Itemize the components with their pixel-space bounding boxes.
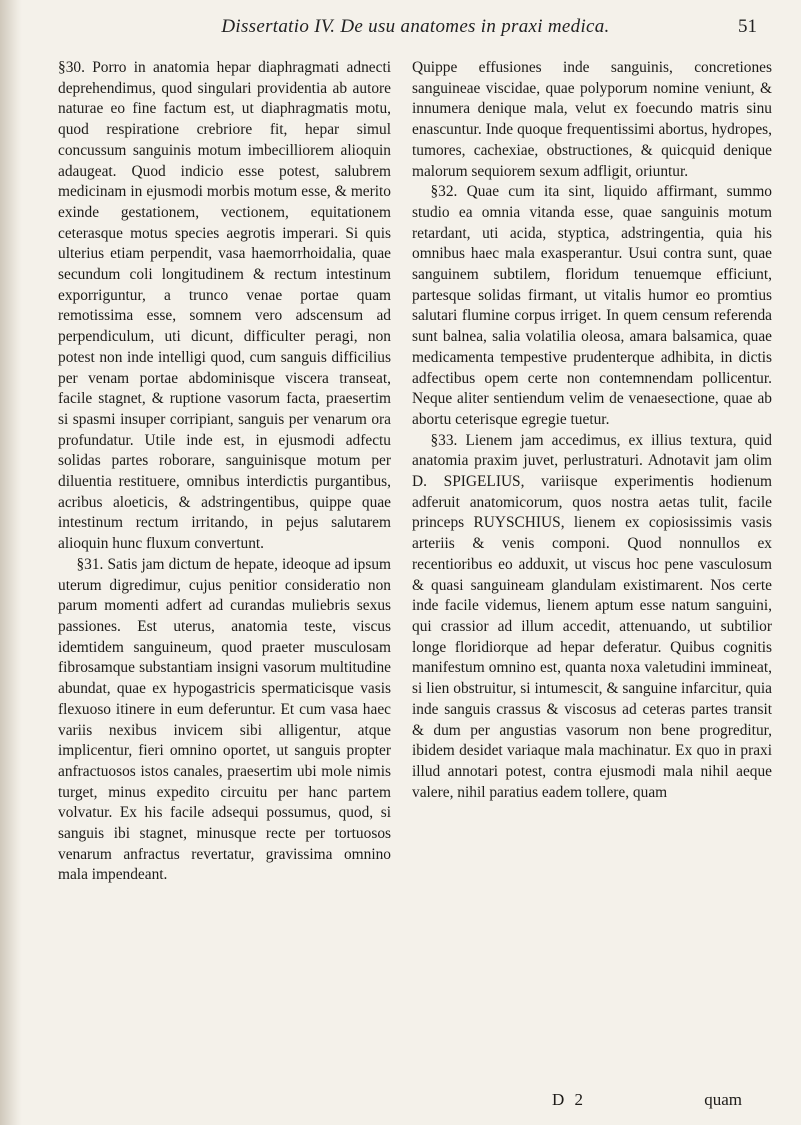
binding-gutter [0, 0, 22, 1125]
paragraph-30: §30. Porro in anatomia hepar diaphragmati adnecti deprehendimus, quod singulari providentia ab autore naturae eo fine factum est, ut diaphragmatis motu, quod respiratione crebriore fit, hepar simul concussum sanguinis motum imbecilliorem alioquin adaugeat. Quod indicio esse potest, salubrem medicinam in ejusmodi morbis motum esse, & merito exinde gestationem, vectionem, equitationem ceterasque motus species aegrotis imperari. Si quis ulterius etiam perpendit, vasa haemorrhoidalia, quae secundum coli longitudinem & rectum intestinum exporriguntur, a trunco venae portae quam remotissima esse, somnem vero adscensum ad perpendiculum, uti dicunt, difficulter peragi, non potest non inde intelligi quod, cum sanguis difficilius per venam portae abdominisque viscera transeat, facile stagnet, & ruptione vasorum facta, praesertim si spasmi insuper corripiant, sanguis per venarum ora profundatur. Utile inde est, in ejusmodi adfectu solidas partes roborare, sanguinisque motum per diluentia restituere, omnibus interdictis purgantibus, acribus aloeticis, & adstringentibus, quippe quae intestinum rectum irritando, in pejus salutarem alioquin hunc fluxum convertunt. [58, 59, 391, 553]
paragraph-33: §33. Lienem jam accedimus, ex illius textura, quid anatomia praxim juvet, perlustraturi. Adnotavit jam olim D. SPIGELIUS, variisque experimentis hodienum adferuit anatomicorum, quos nostra aetas tulit, facile princeps RUYSCHIUS, lienem ex copiosissimis vasis arteriis & venis componi. Quod nonnullos ex recentioribus eo adduxit, ut viscus hoc pene vasculosum & quasi sanguineam glandulam existimarent. Nos certe inde facile videmus, lienem aptum esse natum sanguini, qui crassior ad illum accedit, attenuando, ut subtilior longe floridiorque ad hepar deferatur. Quibus cognitis manifestum omnino est, quanta noxa valetudini immineat, si lien obstruitur, si intumescit, & sanguine infarcitur, quia inde sanguis crassus & viscosus ad ceteras partes transit & dum per angustias vasorum non bene progreditur, ibidem desidet variaque mala machinatur. Ex quo in praxi illud annotari potest, contra ejusmodi mala nihil aeque valere, nihil paratius eadem tollere, quam [412, 431, 772, 801]
paragraph-31: §31. Satis jam dictum de hepate, ideoque ad ipsum uterum digredimur, cujus penitior consideratio non parum momenti adfert ad curandas muliebris sexus passiones. Est uterus, anatomia teste, viscus idemtidem sanguineum, quod praeter musculosam fibrosamque substantiam insigni vasorum multitudine abundat, quae ex hypogastricis spermaticisque vasis flexuoso itinere in eum deferuntur. Et cum vasa haec variis nexibus invicem sibi alligentur, atque implicentur, fieri omnino oportet, ut sanguis propter anfractuosos istos canales, praesertim ubi mole nimis turget, minus expedito circuitu per hanc partem volvatur. Ex his facile adsequi possumus, quod, si sanguis ibi stagnet, minusque recte per tortuosos venarum anfractus revertatur, gravissima omnino mala impendeant. [58, 555, 391, 884]
catchword: quam [704, 1090, 742, 1109]
running-header [70, 14, 761, 44]
left-column [58, 58, 391, 886]
paragraph-31-continued: Quippe effusiones inde sanguinis, concretiones sanguineae viscidae, quae polyporum nomine veniunt, & innumera denique mala, velut ex foecundo matris sinu enascuntur. Inde quoque frequentissimi abortus, hydropes, tumores, cachexiae, obstructiones, & quicquid denique malorum sequiorem sexum adfligit, oriuntur. [412, 59, 772, 180]
right-column [412, 58, 772, 803]
page-number: 51 [738, 16, 757, 37]
signature-mark: D 2 [552, 1090, 587, 1109]
running-title: Dissertatio IV. De usu anatomes in praxi medica. [221, 16, 610, 37]
paragraph-32: §32. Quae cum ita sint, liquido affirmant, summo studio ea omnia vitanda esse, quae sanguinis motum retardant, uti acida, styptica, adstringentia, quia his omnibus haec mala exasperantur. Usui contra sunt, quae sanguinem subtilem, floridum tenuemque efficiunt, partesque solidas firmant, ut vitalis humor eo promtius salutari flumine corpus irriget. In quem censum referenda sunt balnea, salia volatilia oleosa, amara balsamica, quae medicamenta tempestive prudenterque adhibita, in dictis adfectibus opem certe non contemnendam pollicentur. Neque aliter sentiendum velim de venaesectione, quae ab abortu ceterisque egregie tuetur. [412, 183, 772, 428]
page-footer [412, 1090, 772, 1114]
